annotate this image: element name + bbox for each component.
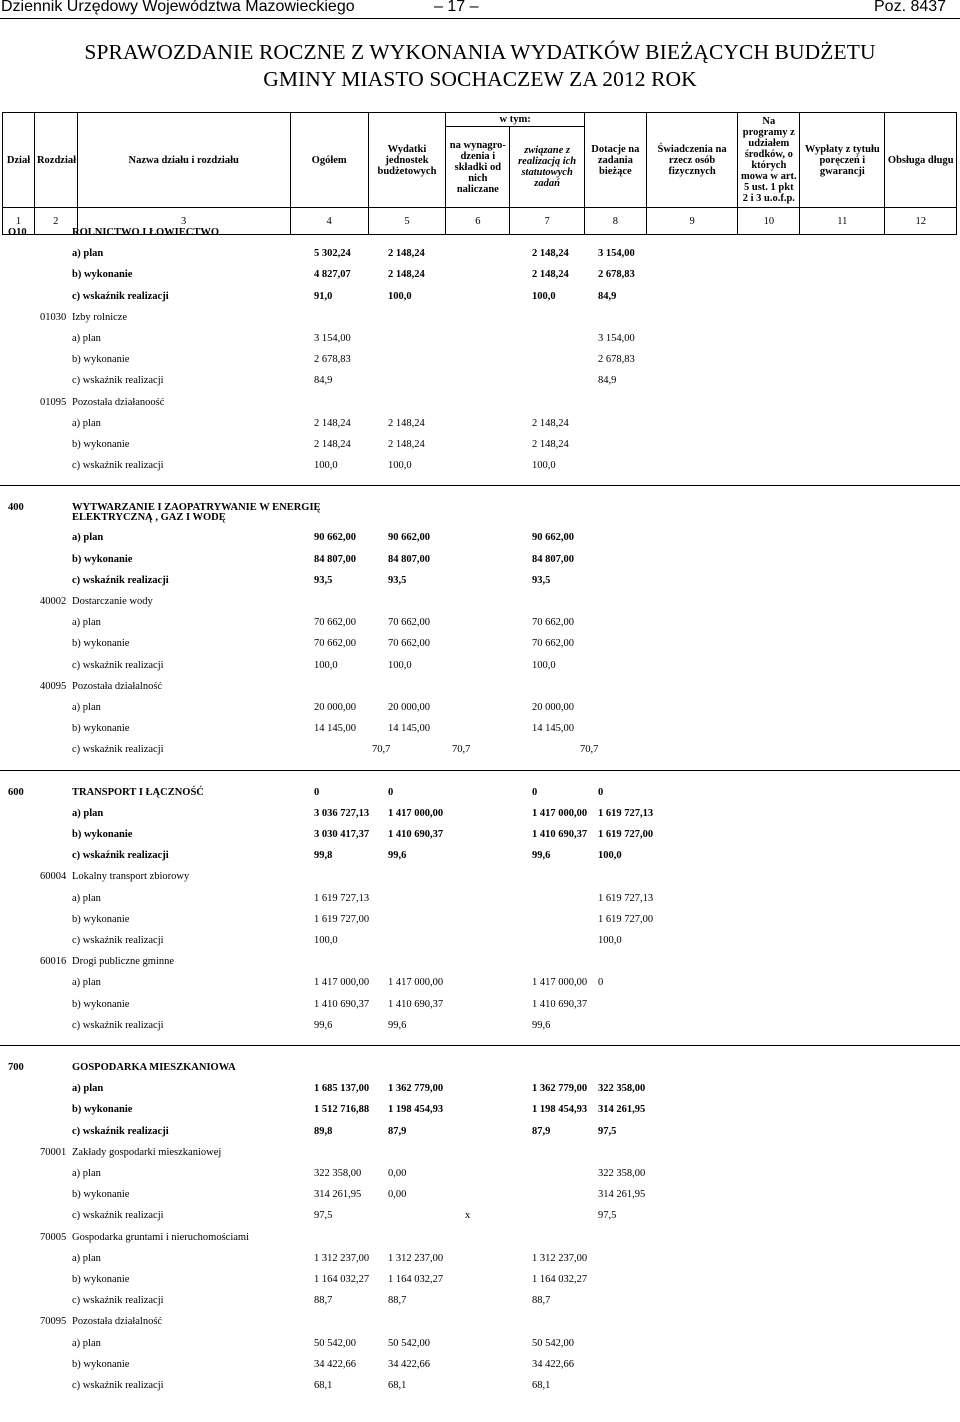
chapter-row — [0, 596, 960, 609]
row-label: a) plan — [72, 1083, 104, 1095]
cell-value: 90 662,00 — [532, 532, 574, 544]
cell-value: 68,1 — [388, 1380, 407, 1391]
cell-value: 314 261,95 — [598, 1189, 646, 1201]
cell-value: 0 — [598, 786, 604, 798]
rozdzial-code: 70001 — [40, 1146, 67, 1158]
cell-value: 1 417 000,00 — [388, 807, 444, 819]
cell-value: 3 030 417,37 — [314, 829, 370, 840]
row-label: WYTWARZANIE I ZAOPATRYWANIE W ENERGIĘ — [72, 502, 321, 514]
column-number: 2 — [34, 208, 77, 235]
cell-value: 20 000,00 — [532, 702, 574, 713]
cell-value: 70,7 — [452, 744, 471, 756]
cell-value: 34 422,66 — [314, 1358, 356, 1370]
cell-value: 99,6 — [388, 850, 407, 862]
row-label: Lokalny transport zbiorowy — [72, 871, 190, 883]
dzial-code: O10 — [8, 227, 27, 238]
table-row — [0, 723, 960, 736]
cell-value: 2 148,24 — [532, 417, 569, 429]
position-number: Poz. 8437 — [874, 0, 947, 15]
table-row — [0, 1359, 960, 1372]
col-zwiazane: związane z realizacją ich statutowych zadań — [510, 127, 585, 208]
cell-value: 2 148,24 — [388, 417, 425, 429]
cell-value: 84,9 — [598, 375, 617, 387]
section-row — [0, 502, 960, 524]
cell-value: 1 619 727,13 — [314, 892, 370, 904]
cell-value: 1 312 237,00 — [314, 1252, 370, 1264]
table-row — [0, 850, 960, 863]
table-row — [0, 1210, 960, 1223]
row-label: b) wykonanie — [72, 269, 133, 281]
cell-value: 1 410 690,37 — [532, 829, 588, 840]
column-number: 12 — [885, 208, 957, 235]
rozdzial-code: 60016 — [40, 956, 67, 968]
cell-value: 14 145,00 — [532, 723, 574, 735]
cell-value: 3 154,00 — [598, 248, 635, 260]
cell-value: 2 148,24 — [388, 269, 425, 281]
chapter-row — [0, 956, 960, 969]
cell-value: 1 619 727,00 — [598, 829, 654, 840]
rozdzial-code: 01095 — [40, 396, 67, 408]
table-row — [0, 1274, 960, 1287]
table-row — [0, 532, 960, 545]
row-label: Zakłady gospodarki mieszkaniowej — [72, 1146, 222, 1158]
cell-value: 99,6 — [532, 1019, 551, 1031]
cell-value: 97,5 — [598, 1210, 617, 1222]
row-label: c) wskaźnik realizacji — [72, 375, 164, 387]
row-label: c) wskaźnik realizacji — [72, 574, 169, 586]
cell-value: 68,1 — [314, 1380, 333, 1391]
col-ogolem: Ogółem — [290, 113, 368, 208]
cell-value: 99,8 — [314, 850, 333, 862]
col-obsluga: Obsługa długu — [885, 113, 957, 208]
cell-value: 0,00 — [388, 1168, 407, 1179]
row-label: c) wskaźnik realizacji — [72, 460, 164, 472]
row-label: Pozostała działalność — [72, 1316, 163, 1328]
row-label: b) wykonanie — [72, 829, 133, 840]
row-label: c) wskaźnik realizacji — [72, 290, 169, 302]
row-label: Izby rolnicze — [72, 311, 128, 323]
cell-value: 5 302,24 — [314, 248, 351, 260]
row-label: b) wykonanie — [72, 638, 130, 650]
table-row — [0, 375, 960, 388]
cell-value: 14 145,00 — [314, 723, 356, 735]
cell-value: 84 807,00 — [314, 553, 356, 565]
cell-value: 322 358,00 — [314, 1168, 362, 1179]
cell-value: 1 685 137,00 — [314, 1083, 370, 1095]
column-number: 8 — [584, 208, 646, 235]
row-label: c) wskaźnik realizacji — [72, 850, 169, 862]
cell-value: 100,0 — [314, 935, 338, 946]
row-label: a) plan — [72, 248, 104, 260]
table-row — [0, 269, 960, 282]
cell-value: 2 678,83 — [598, 269, 635, 281]
section-separator — [0, 770, 960, 771]
cell-value: 87,9 — [532, 1125, 551, 1137]
cell-value: 1 198 454,93 — [532, 1104, 588, 1116]
row-label: c) wskaźnik realizacji — [72, 1210, 164, 1222]
table-row — [0, 418, 960, 431]
cell-value: 90 662,00 — [388, 532, 430, 544]
col-wydatki: Wydatki jednostek budżetowych — [368, 113, 446, 208]
cell-value: 20 000,00 — [388, 702, 430, 713]
report-title-line2: GMINY MIASTO SOCHACZEW ZA 2012 ROK — [263, 67, 697, 91]
cell-value: 1 417 000,00 — [314, 977, 370, 989]
column-number: 4 — [290, 208, 368, 235]
cell-value: 1 164 032,27 — [388, 1274, 444, 1285]
section-separator — [0, 485, 960, 486]
cell-value: 1 312 237,00 — [388, 1252, 444, 1264]
cell-value: 2 148,24 — [388, 439, 425, 450]
cell-value: 90 662,00 — [314, 532, 356, 544]
cell-value: 1 512 716,88 — [314, 1104, 370, 1116]
chapter-row — [0, 1316, 960, 1329]
row-label: c) wskaźnik realizacji — [72, 1380, 164, 1391]
table-row — [0, 1020, 960, 1033]
chapter-row — [0, 1232, 960, 1245]
table-row — [0, 617, 960, 630]
cell-value: 100,0 — [388, 460, 412, 472]
col-wyplaty: Wypłaty z tytułu poręczeń i gwarancji — [800, 113, 885, 208]
cell-value: 1 619 727,13 — [598, 807, 654, 819]
table-row — [0, 808, 960, 821]
table-row — [0, 439, 960, 452]
table-row — [0, 935, 960, 948]
row-label: c) wskaźnik realizacji — [72, 659, 164, 671]
cell-value: 322 358,00 — [598, 1083, 646, 1095]
column-number: 10 — [738, 208, 800, 235]
cell-value: 1 164 032,27 — [532, 1274, 588, 1285]
row-label: c) wskaźnik realizacji — [72, 744, 164, 756]
cell-value: 3 154,00 — [598, 333, 635, 344]
cell-value: 2 678,83 — [314, 354, 351, 366]
cell-value: 70,7 — [372, 744, 391, 756]
row-label: b) wykonanie — [72, 723, 130, 735]
cell-value: 91,0 — [314, 290, 333, 302]
cell-value: 1 417 000,00 — [388, 977, 444, 989]
row-label: a) plan — [72, 1252, 101, 1264]
row-label: a) plan — [72, 892, 101, 904]
row-label: b) wykonanie — [72, 913, 130, 925]
report-table-header — [2, 112, 957, 235]
cell-value: 88,7 — [314, 1295, 333, 1307]
cell-value: 1 417 000,00 — [532, 807, 588, 819]
cell-value: 99,6 — [388, 1019, 407, 1031]
col-swiadczenia: Świadczenia na rzecz osób fizycznych — [646, 113, 738, 208]
row-label: Pozostała działanoość — [72, 396, 165, 408]
cell-value: 314 261,95 — [598, 1104, 646, 1116]
cell-value: 0,00 — [388, 1189, 407, 1201]
cell-value: 84,9 — [314, 375, 333, 387]
cell-value: 100,0 — [314, 659, 338, 671]
cell-value: 20 000,00 — [314, 702, 356, 713]
cell-value: 89,8 — [314, 1125, 333, 1137]
cell-value: 100,0 — [388, 659, 412, 671]
table-row — [0, 1168, 960, 1181]
row-label: a) plan — [72, 977, 101, 989]
col-dzial: Dział — [3, 113, 35, 208]
row-label: b) wykonanie — [72, 439, 130, 450]
table-row — [0, 638, 960, 651]
row-label: b) wykonanie — [72, 354, 130, 366]
cell-value: 1 410 690,37 — [314, 998, 370, 1010]
cell-value: 50 542,00 — [532, 1337, 574, 1349]
cell-value: 1 410 690,37 — [388, 998, 444, 1010]
cell-value: 70 662,00 — [314, 617, 356, 629]
dzial-code: 600 — [8, 786, 24, 798]
row-label: c) wskaźnik realizacji — [72, 1019, 164, 1031]
journal-name: Dziennik Urzędowy Województwa Mazowieckiego — [1, 0, 355, 15]
column-number: 11 — [800, 208, 885, 235]
header-rule — [0, 18, 960, 19]
cell-value: 50 542,00 — [314, 1337, 356, 1349]
cell-value: 50 542,00 — [388, 1337, 430, 1349]
cell-value: 2 148,24 — [314, 417, 351, 429]
cell-value: 1 362 779,00 — [388, 1083, 444, 1095]
cell-value: 93,5 — [532, 574, 551, 586]
cell-value: 0 — [314, 786, 320, 798]
row-label: a) plan — [72, 1168, 101, 1179]
row-label: a) plan — [72, 333, 101, 344]
cell-value: 314 261,95 — [314, 1189, 362, 1201]
page-number: – 17 – — [434, 0, 479, 15]
table-row — [0, 1380, 960, 1393]
table-row — [0, 1083, 960, 1096]
row-label: b) wykonanie — [72, 1274, 130, 1285]
cell-value: 2 148,24 — [532, 269, 569, 281]
cell-value: 84 807,00 — [532, 553, 574, 565]
cell-value: 4 827,07 — [314, 269, 351, 281]
table-row — [0, 1104, 960, 1117]
row-label-continued: ELEKTRYCZNĄ , GAZ I WODĘ — [72, 512, 226, 524]
row-label: a) plan — [72, 807, 104, 819]
cell-value: 88,7 — [532, 1295, 551, 1307]
column-number: 7 — [510, 208, 585, 235]
table-row — [0, 460, 960, 473]
row-label: c) wskaźnik realizacji — [72, 935, 164, 946]
section-separator — [0, 1045, 960, 1046]
row-label: Pozostała działalność — [72, 680, 163, 692]
table-row — [0, 575, 960, 588]
table-row — [0, 999, 960, 1012]
cell-value: 2 148,24 — [532, 439, 569, 450]
row-label: GOSPODARKA MIESZKANIOWA — [72, 1062, 236, 1073]
col-wynagrodzenia: na wynagro-dzenia i składki od nich naliczane — [446, 127, 510, 208]
column-number: 9 — [646, 208, 738, 235]
rozdzial-code: 40095 — [40, 680, 67, 692]
cell-value: 100,0 — [598, 850, 622, 862]
cell-value: 1 164 032,27 — [314, 1274, 370, 1285]
chapter-row — [0, 871, 960, 884]
cell-value: 2 148,24 — [388, 248, 425, 260]
row-label: TRANSPORT I ŁĄCZNOŚĆ — [72, 786, 204, 798]
row-label: a) plan — [72, 532, 104, 544]
column-number: 5 — [368, 208, 446, 235]
table-row — [0, 554, 960, 567]
cell-value: 100,0 — [388, 290, 412, 302]
row-label: b) wykonanie — [72, 1104, 133, 1116]
dzial-code: 700 — [8, 1062, 24, 1073]
cell-value: 97,5 — [314, 1210, 333, 1222]
cell-value: 2 148,24 — [314, 439, 351, 450]
table-row — [0, 1295, 960, 1308]
table-row — [0, 914, 960, 927]
rozdzial-code: 40002 — [40, 596, 67, 607]
row-label: c) wskaźnik realizacji — [72, 1125, 169, 1137]
table-row — [0, 829, 960, 842]
cell-value: 100,0 — [532, 290, 556, 302]
row-label: a) plan — [72, 702, 101, 713]
row-label: b) wykonanie — [72, 1358, 130, 1370]
cell-value: 100,0 — [314, 460, 338, 472]
chapter-row — [0, 397, 960, 410]
table-row — [0, 248, 960, 261]
cell-value: 97,5 — [598, 1125, 617, 1137]
cell-value: 3 036 727,13 — [314, 807, 370, 819]
column-number: 1 — [3, 208, 35, 235]
cell-value: 3 154,00 — [314, 333, 351, 344]
col-nazwa: Nazwa działu i rozdziału — [77, 113, 290, 208]
cell-value: 70 662,00 — [388, 617, 430, 629]
row-label: Drogi publiczne gminne — [72, 956, 175, 968]
cell-value: 0 — [598, 977, 604, 989]
table-row — [0, 744, 960, 757]
cell-value: 93,5 — [388, 574, 407, 586]
col-w-tym: w tym: — [446, 113, 585, 127]
table-row — [0, 1338, 960, 1351]
section-row — [0, 1062, 960, 1075]
table-row — [0, 1126, 960, 1139]
page-header — [0, 0, 960, 18]
row-label: Dostarczanie wody — [72, 596, 153, 607]
cell-value: 88,7 — [388, 1295, 407, 1307]
table-row — [0, 333, 960, 346]
section-row — [0, 787, 960, 800]
rozdzial-code: 01030 — [40, 311, 67, 323]
cell-value: 70 662,00 — [388, 638, 430, 650]
cell-value: 100,0 — [532, 460, 556, 472]
report-title-line1: SPRAWOZDANIE ROCZNE Z WYKONANIA WYDATKÓW BIEŻĄCYCH BUDŻETU — [84, 40, 876, 64]
cell-value: 14 145,00 — [388, 723, 430, 735]
rozdzial-code: 70095 — [40, 1316, 67, 1328]
cell-value: 322 358,00 — [598, 1168, 646, 1179]
col-programy: Na programy z udziałem środków, o których mowa w art. 5 ust. 1 pkt 2 i 3 u.o.f.p. — [738, 113, 800, 208]
cell-value: 1 198 454,93 — [388, 1104, 444, 1116]
cell-value: 100,0 — [598, 935, 622, 946]
cell-value: 34 422,66 — [532, 1358, 574, 1370]
cell-value: x — [465, 1210, 471, 1222]
row-label: a) plan — [72, 417, 101, 429]
chapter-row — [0, 312, 960, 325]
table-row — [0, 977, 960, 990]
table-row — [0, 702, 960, 715]
cell-value: 1 619 727,00 — [598, 913, 654, 925]
cell-value: 99,6 — [532, 850, 551, 862]
table-row — [0, 291, 960, 304]
col-dotacje: Dotacje na zadania bieżące — [584, 113, 646, 208]
table-row — [0, 354, 960, 367]
row-label: a) plan — [72, 1337, 101, 1349]
rozdzial-code: 70005 — [40, 1231, 67, 1243]
cell-value: 1 417 000,00 — [532, 977, 588, 989]
cell-value: 1 362 779,00 — [532, 1083, 588, 1095]
cell-value: 100,0 — [532, 659, 556, 671]
cell-value: 1 410 690,37 — [532, 998, 588, 1010]
cell-value: 0 — [388, 786, 394, 798]
cell-value: 70,7 — [580, 744, 599, 756]
cell-value: 70 662,00 — [532, 617, 574, 629]
cell-value: 68,1 — [532, 1380, 551, 1391]
cell-value: 1 410 690,37 — [388, 829, 444, 840]
chapter-row — [0, 681, 960, 694]
cell-value: 70 662,00 — [314, 638, 356, 650]
table-row — [0, 1253, 960, 1266]
cell-value: 84 807,00 — [388, 553, 430, 565]
row-label: c) wskaźnik realizacji — [72, 1295, 164, 1307]
row-label: b) wykonanie — [72, 1189, 130, 1201]
cell-value: 2 148,24 — [532, 248, 569, 260]
cell-value: 34 422,66 — [388, 1358, 430, 1370]
cell-value: 93,5 — [314, 574, 333, 586]
row-label: ROLNICTWO I ŁOWIECTWO — [72, 227, 220, 238]
row-label: b) wykonanie — [72, 553, 133, 565]
cell-value: 70 662,00 — [532, 638, 574, 650]
cell-value: 2 678,83 — [598, 354, 635, 366]
cell-value: 1 312 237,00 — [532, 1252, 588, 1264]
column-number: 3 — [77, 208, 290, 235]
section-row — [0, 227, 960, 240]
cell-value: 84,9 — [598, 290, 617, 302]
col-rozdzial: Rozdział — [34, 113, 77, 208]
cell-value: 99,6 — [314, 1019, 333, 1031]
cell-value: 0 — [532, 786, 538, 798]
table-row — [0, 893, 960, 906]
cell-value: 1 619 727,00 — [314, 913, 370, 925]
cell-value: 87,9 — [388, 1125, 407, 1137]
table-row — [0, 660, 960, 673]
dzial-code: 400 — [8, 502, 24, 514]
rozdzial-code: 60004 — [40, 871, 67, 883]
row-label: b) wykonanie — [72, 998, 130, 1010]
row-label: a) plan — [72, 617, 101, 629]
row-label: Gospodarka gruntami i nieruchomościami — [72, 1231, 249, 1243]
chapter-row — [0, 1147, 960, 1160]
column-number: 6 — [446, 208, 510, 235]
table-row — [0, 1189, 960, 1202]
cell-value: 1 619 727,13 — [598, 892, 654, 904]
